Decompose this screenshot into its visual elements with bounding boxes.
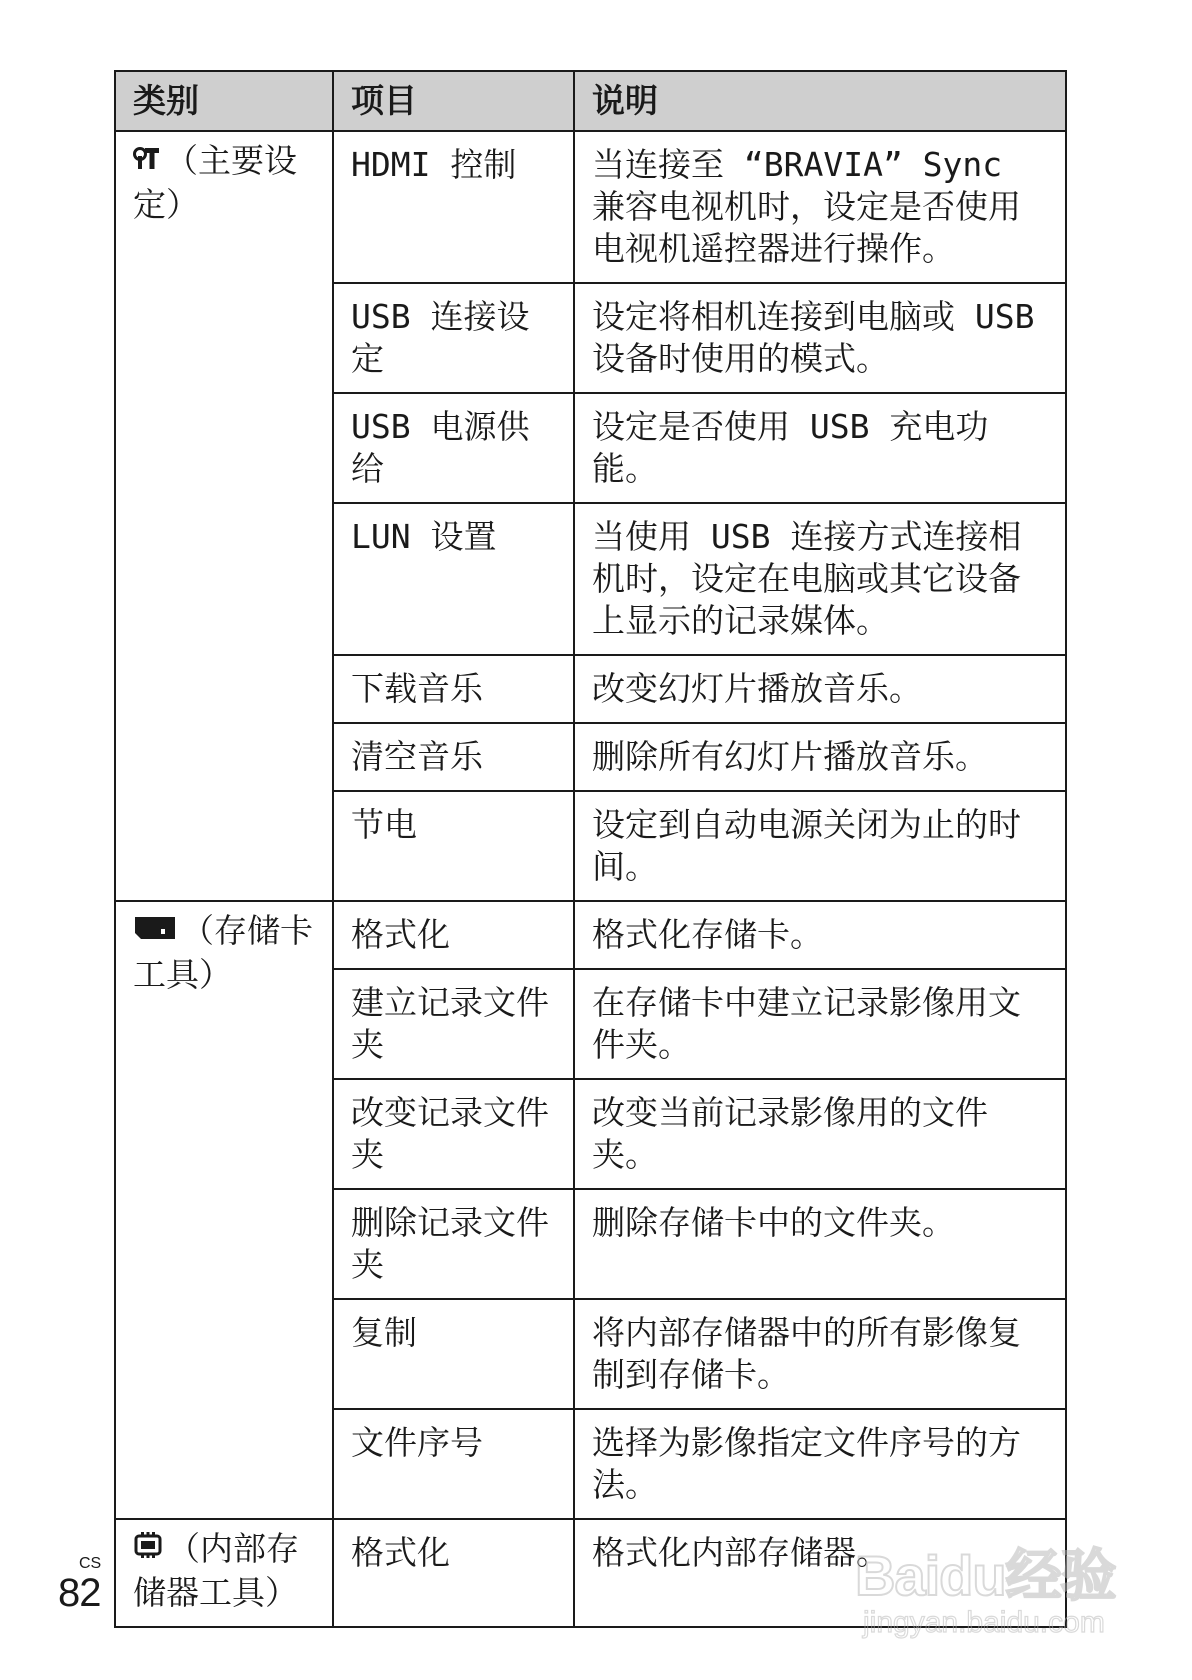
desc-cell: 删除存储卡中的文件夹。 bbox=[574, 1189, 1066, 1299]
table-row bbox=[115, 131, 1066, 283]
desc-cell: 将内部存储器中的所有影像复制到存储卡。 bbox=[574, 1299, 1066, 1409]
item-cell: 清空音乐 bbox=[333, 723, 574, 791]
header-category: 类别 bbox=[115, 71, 333, 131]
table-header-row bbox=[115, 71, 1066, 131]
desc-cell: 改变幻灯片播放音乐。 bbox=[574, 655, 1066, 723]
header-item: 项目 bbox=[333, 71, 574, 131]
internal-memory-icon bbox=[133, 1527, 163, 1569]
item-cell: LUN 设置 bbox=[333, 503, 574, 655]
header-description: 说明 bbox=[574, 71, 1066, 131]
item-cell: 改变记录文件夹 bbox=[333, 1079, 574, 1189]
watermark-url: jingyan.baidu.com bbox=[863, 1606, 1105, 1639]
category-main-settings bbox=[115, 131, 333, 901]
category-label: （主要设定） bbox=[133, 141, 297, 224]
desc-cell: 改变当前记录影像用的文件夹。 bbox=[574, 1079, 1066, 1189]
memory-card-icon bbox=[133, 909, 177, 951]
desc-cell: 设定将相机连接到电脑或 USB 设备时使用的模式。 bbox=[574, 283, 1066, 393]
desc-cell: 设定到自动电源关闭为止的时间。 bbox=[574, 791, 1066, 901]
category-internal-memory-tool bbox=[115, 1519, 333, 1627]
table-row bbox=[115, 901, 1066, 969]
desc-cell: 当连接至 “BRAVIA” Sync 兼容电视机时，设定是否使用电视机遥控器进行操作。 bbox=[574, 131, 1066, 283]
page-number: 82 bbox=[58, 1571, 101, 1615]
item-cell: 复制 bbox=[333, 1299, 574, 1409]
settings-table bbox=[114, 70, 1067, 1628]
item-cell: USB 连接设定 bbox=[333, 283, 574, 393]
item-cell: 删除记录文件夹 bbox=[333, 1189, 574, 1299]
item-cell: 格式化 bbox=[333, 1519, 574, 1627]
item-cell: 下载音乐 bbox=[333, 655, 574, 723]
item-cell: 文件序号 bbox=[333, 1409, 574, 1519]
item-cell: 节电 bbox=[333, 791, 574, 901]
wrench-icon bbox=[133, 139, 161, 181]
category-label: （内部存储器工具） bbox=[133, 1529, 299, 1612]
language-code: CS bbox=[79, 1555, 102, 1572]
desc-cell: 删除所有幻灯片播放音乐。 bbox=[574, 723, 1066, 791]
watermark bbox=[855, 1520, 1165, 1650]
item-cell: 格式化 bbox=[333, 901, 574, 969]
desc-cell: 格式化内部存储器。 bbox=[574, 1519, 1066, 1627]
desc-cell: 选择为影像指定文件序号的方法。 bbox=[574, 1409, 1066, 1519]
item-cell: USB 电源供给 bbox=[333, 393, 574, 503]
watermark-brand: Baidu经验 bbox=[855, 1544, 1116, 1607]
category-label: （存储卡工具） bbox=[133, 911, 313, 994]
desc-cell: 当使用 USB 连接方式连接相机时，设定在电脑或其它设备上显示的记录媒体。 bbox=[574, 503, 1066, 655]
desc-cell: 设定是否使用 USB 充电功能。 bbox=[574, 393, 1066, 503]
desc-cell: 格式化存储卡。 bbox=[574, 901, 1066, 969]
item-cell: 建立记录文件夹 bbox=[333, 969, 574, 1079]
category-memory-card-tool bbox=[115, 901, 333, 1519]
desc-cell: 在存储卡中建立记录影像用文件夹。 bbox=[574, 969, 1066, 1079]
item-cell: HDMI 控制 bbox=[333, 131, 574, 283]
